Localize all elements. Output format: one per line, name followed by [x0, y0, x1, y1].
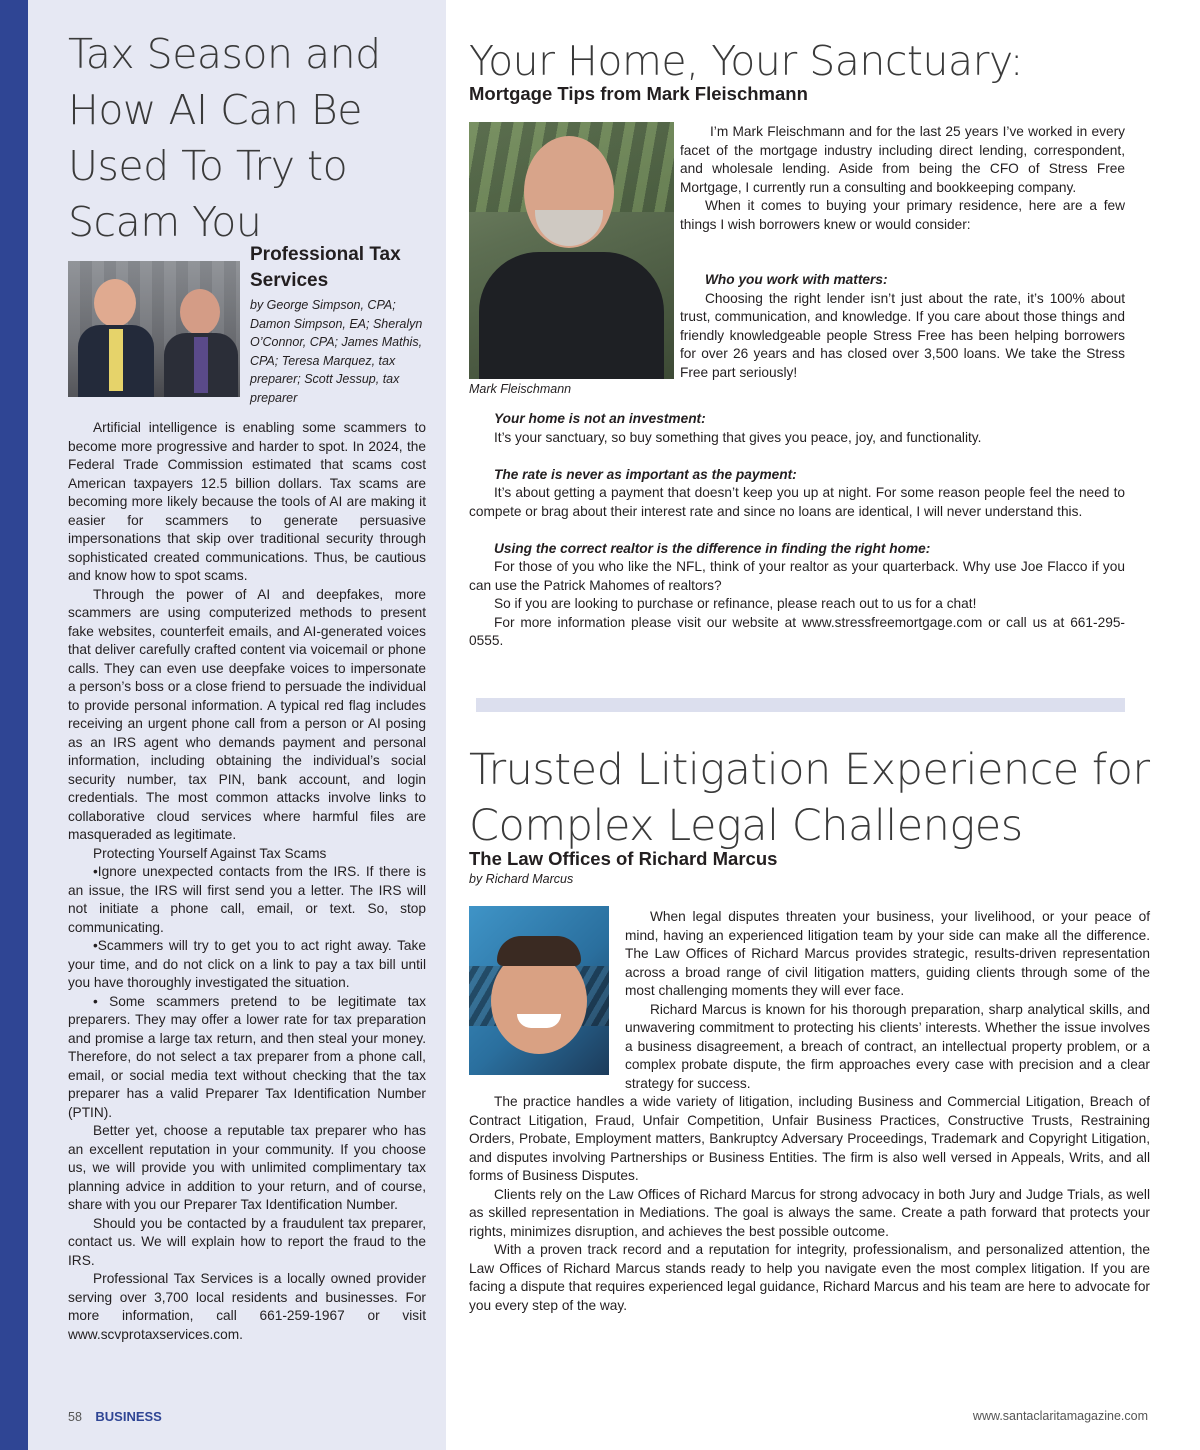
legal-article-title: Trusted Litigation Experience for Complex Legal Challenges — [469, 745, 1150, 851]
tip-heading: Who you work with matters: — [705, 272, 888, 287]
paragraph: Professional Tax Services is a locally owned provider serving over 3,700 local residents and businesses. For more information, call 661-259-1967 or visit www.scvprotaxservices.com. — [68, 1271, 426, 1342]
paragraph: Should you be contacted by a fraudulent tax preparer, contact us. We will explain how to report the fraud to the IRS. — [68, 1215, 426, 1268]
section-divider — [476, 698, 1125, 712]
paragraph: Artificial intelligence is enabling some scammers to become more progressive and harder to spot. In 2024, the Federal Trade Commission estimated that scams cost American taxpayers 12.5 billion dollars. Tax scams are becoming more likely because the tools of AI are making it easier for scammers to generate persuasive impersonations that skip over traditional security through sophisticated created communications. Thus, be cautious and know how to spot scams. — [68, 420, 426, 583]
paragraph: When it comes to buying your primary residence, here are a few things I wish borrowers knew or would consider: — [680, 198, 1125, 232]
paragraph: Clients rely on the Law Offices of Richard Marcus for strong advocacy in both Jury and Judge Trials, as well as skilled representation in Mediations. The goal is always the same. Create a path forward that protects your rights, minimizes disruption, and achieves the best possible outcome. — [469, 1186, 1150, 1239]
footer-page-info — [68, 1409, 162, 1424]
paragraph: •Ignore unexpected contacts from the IRS. If there is an issue, the IRS will first send you a letter. The IRS will not initiate a phone call, email, or text. So, stop communicating. — [68, 864, 426, 935]
page-number: 58 — [68, 1410, 82, 1424]
paragraph: I’m Mark Fleischmann and for the last 25 years I’ve worked in every facet of the mortgage industry including direct lending, correspondent, and wholesale lending. Aside from being the CFO of Stress Free Mortgage, I currently run a consulting and bookkeeping company. — [680, 124, 1125, 195]
paragraph: For more information please visit our website at www.stressfreemortgage.com or call us at 661-295-0555. — [469, 614, 1125, 648]
paragraph: Through the power of AI and deepfakes, more scammers are using computerized methods to present fake websites, counterfeit emails, and AI-generated voices that deliver carefully crafted content via voicemail or phone calls. They can even use deepfake voices to impersonate a person’s boss or a close friend to persuade the individual to provide personal information. A typical red flag includes receiving an urgent phone call from a person or AI posing as an IRS agent who demands payment and personal information, including obtaining the individual’s social security number, tax PIN, bank account, and login credentials. The most common attacks involve links to collaborative cloud services where harmful files are masqueraded as legitimate. — [68, 586, 426, 842]
paragraph: So if you are looking to purchase or refinance, please reach out to us for a chat! — [494, 596, 977, 611]
mark-fleischmann-photo — [469, 122, 674, 379]
tip-heading: The rate is never as important as the payment: — [494, 466, 797, 482]
section-name: BUSINESS — [95, 1409, 162, 1424]
tax-byline: by George Simpson, CPA; Damon Simpson, EA; Sheralyn O’Connor, CPA; James Mathis, CPA; Teresa Marquez, tax preparer; Scott Jessup, tax preparer — [250, 298, 423, 405]
paragraph: • Some scammers pretend to be legitimate tax preparers. They may offer a lower rate for tax preparation and promise a large tax return, and then steal your money. Therefore, do not select a tax preparer from a phone call, email, or social media text without checking that the tax preparer has a valid Preparer Tax Identification Number (PTIN). — [68, 993, 426, 1120]
paragraph: It’s your sanctuary, so buy something that gives you peace, joy, and functionality. — [494, 429, 982, 445]
tax-section-heading: Professional Tax Services — [250, 244, 401, 291]
legal-byline: by Richard Marcus — [469, 872, 574, 886]
left-accent-stripe — [0, 0, 28, 1450]
mortgage-subtitle: Mortgage Tips from Mark Fleischmann — [469, 83, 808, 104]
paragraph: For those of you who like the NFL, think of your realtor as your quarterback. Why use Joe Flacco if you can use the Patrick Mahomes of realtors? — [469, 559, 1125, 593]
footer-website: www.santaclaritamagazine.com — [972, 1409, 1148, 1423]
paragraph: Choosing the right lender isn’t just about the rate, it’s 100% about trust, communication, and knowledge. If you care about those things and friendly knowledgeable people Stress Free has been helping borrowers for over 26 years and has closed over 3,500 loans. We take the Stress Free part seriously! — [680, 290, 1125, 380]
paragraph: It’s about getting a payment that doesn’t keep you up at night. For some reason people feel the need to compete or brag about their interest rate and since no loans are identical, I will never understand this. — [469, 485, 1125, 519]
mortgage-tips — [469, 410, 1125, 651]
legal-subtitle: The Law Offices of Richard Marcus — [469, 848, 778, 869]
paragraph: Better yet, choose a reputable tax preparer who has an excellent reputation in your community. If you choose us, we will provide you with unlimited complimentary tax planning advice in addition to your return, and of course, share with you our Preparer Tax Identification Number. — [68, 1123, 426, 1212]
paragraph: Richard Marcus is known for his thorough preparation, sharp analytical skills, and unwavering commitment to protecting his clients’ interests. Whether the issue involves a business disagreement, a breach of contract, an intellectual property problem, or a complex probate dispute, the firm approaches every case with precision and a clear strategy for success. — [625, 1001, 1150, 1091]
tip-heading: Your home is not an investment: — [494, 411, 706, 426]
paragraph: With a proven track record and a reputation for integrity, professionalism, and personalized attention, the Law Offices of Richard Marcus stands ready to help you navigate even the most complex litigation. If you are facing a dispute that requires experienced legal guidance, Richard Marcus and his team are here to advocate for you every step of the way. — [469, 1242, 1150, 1313]
paragraph: Protecting Yourself Against Tax Scams — [93, 845, 327, 861]
tip-heading: Using the correct realtor is the difference in finding the right home: — [494, 540, 931, 556]
legal-article-body — [469, 908, 1150, 1315]
tax-team-photo — [68, 261, 240, 397]
mortgage-intro — [680, 123, 1125, 382]
tax-article-title: Tax Season and How AI Can Be Used To Try to Scam You — [68, 30, 381, 246]
mortgage-article-title: Your Home, Your Sanctuary: — [469, 37, 1024, 85]
paragraph: •Scammers will try to get you to act right away. Take your time, and do not click on a link to pay a tax bill until you have thoroughly investigated the situation. — [68, 938, 426, 990]
paragraph: The practice handles a wide variety of litigation, including Business and Commercial Litigation, Breach of Contract Litigation, Fraud, Unfair Competition, Unfair Business Practices, Constructive Trusts, Restraining Orders, Probate, Employment matters, Bankruptcy Adversary Proceedings, Trademark and Copyright Litigation, and disputes involving Partnerships or Business Entities. The firm is also well versed in Appeals, Writs, and all forms of Business Disputes. — [469, 1094, 1150, 1183]
photo-caption: Mark Fleischmann — [469, 382, 572, 396]
tax-article-body — [68, 419, 426, 1344]
paragraph: When legal disputes threaten your business, your livelihood, or your peace of mind, having an experienced litigation team by your side can make all the difference. The Law Offices of Richard Marcus provides strategic, results-driven representation across a broad range of civil litigation matters, guiding clients through some of the most challenging moments they will ever face. — [625, 909, 1150, 998]
